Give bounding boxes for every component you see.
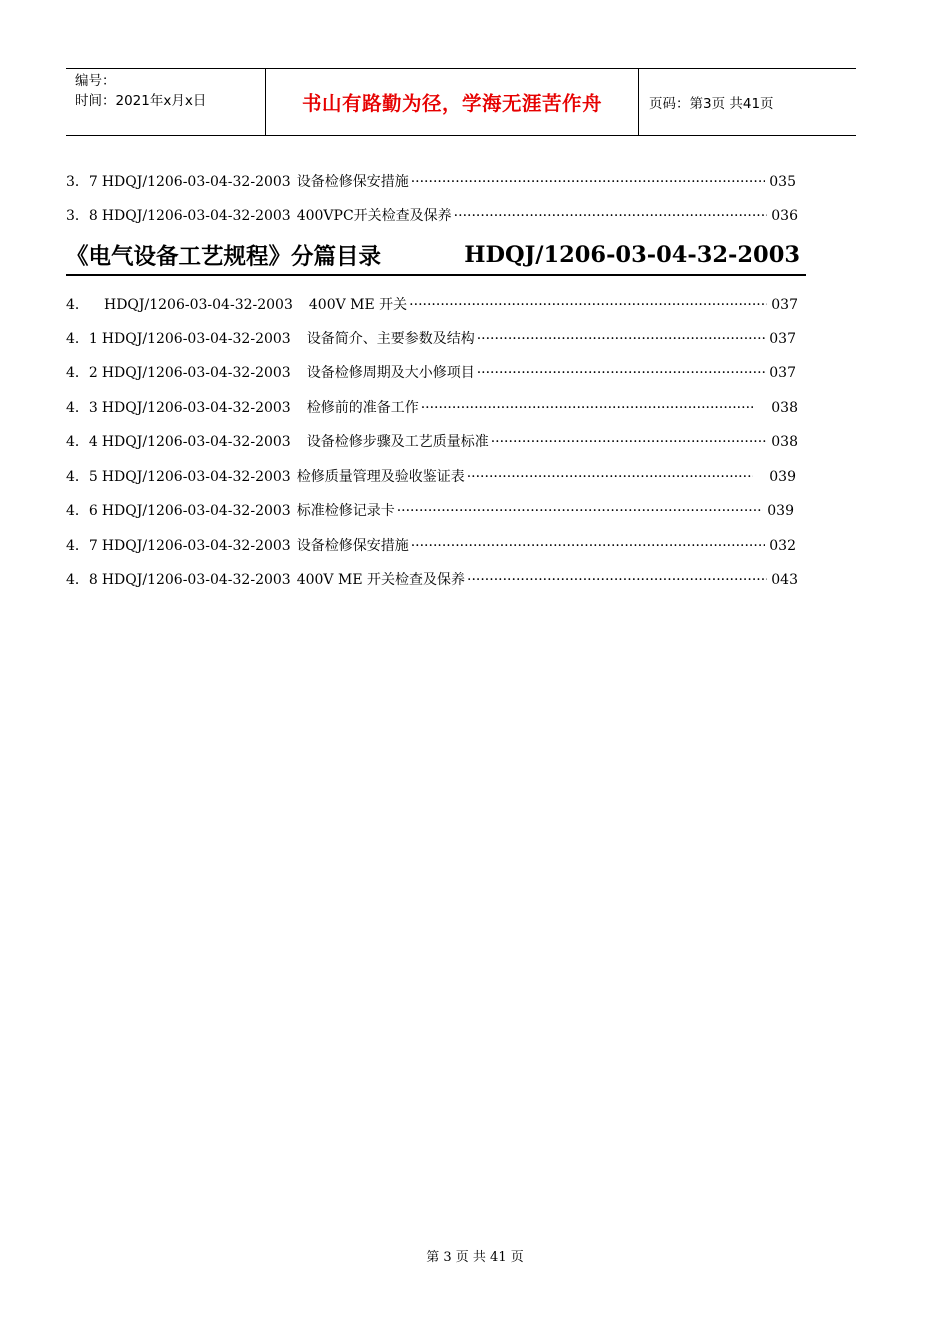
toc-code: HDQJ/1206-03-04-32-2003: [101, 400, 291, 416]
toc-number: 3．8: [66, 208, 98, 224]
toc-number: 4．2: [66, 365, 98, 381]
toc-page: 043: [771, 572, 798, 588]
toc-code: HDQJ/1206-03-04-32-2003: [104, 297, 293, 313]
toc-number: 4．: [66, 297, 89, 313]
toc-entry[interactable]: [66, 295, 806, 315]
header-meta: [66, 69, 266, 135]
toc-number: 4．5: [66, 469, 98, 485]
toc-leader: [454, 206, 768, 226]
section-heading: [66, 236, 806, 276]
toc-entry[interactable]: [66, 467, 806, 487]
toc-code: HDQJ/1206-03-04-32-2003: [101, 331, 291, 347]
toc-entry[interactable]: [66, 172, 806, 192]
time-label: 时间：2021年x月x日: [75, 93, 207, 109]
toc-number: 4．7: [66, 538, 98, 554]
toc-page: 039: [767, 503, 794, 519]
number-label: 编号：: [75, 73, 116, 89]
toc-code: HDQJ/1206-03-04-32-2003: [101, 434, 291, 450]
toc-leader: [477, 329, 766, 349]
toc-entry[interactable]: [66, 536, 806, 556]
toc-entry[interactable]: [66, 501, 806, 521]
toc-entry[interactable]: [66, 363, 806, 383]
toc-code: HDQJ/1206-03-04-32-2003: [101, 365, 291, 381]
toc-leader: [409, 295, 767, 315]
toc-entry[interactable]: [66, 570, 806, 590]
toc-page: 035: [769, 174, 796, 190]
toc-number: 4．8: [66, 572, 98, 588]
toc-number: 3．7: [66, 174, 98, 190]
toc-title: 设备检修保安措施: [296, 538, 409, 554]
toc-entry[interactable]: [66, 206, 806, 226]
toc-page: 037: [771, 297, 798, 313]
toc-leader: [477, 363, 766, 383]
toc-code: HDQJ/1206-03-04-32-2003: [101, 538, 291, 554]
header-motto: 书山有路勤为径，学海无涯苦作舟: [266, 69, 639, 135]
toc-leader: [411, 536, 766, 556]
toc-title: 400VPC开关检查及保养: [296, 208, 452, 224]
toc-title: 标准检修记录卡: [296, 503, 395, 519]
toc-code: HDQJ/1206-03-04-32-2003: [101, 469, 291, 485]
toc-leader: [467, 570, 767, 590]
toc-title: 设备检修步骤及工艺质量标准: [306, 434, 489, 450]
toc-page: 039: [769, 469, 796, 485]
toc-number: 4．1: [66, 331, 98, 347]
toc-entry[interactable]: [66, 329, 806, 349]
document-header: [66, 68, 856, 136]
toc-title: 设备检修保安措施: [296, 174, 409, 190]
toc-code: HDQJ/1206-03-04-32-2003: [101, 572, 291, 588]
toc-title: 检修前的准备工作: [306, 400, 419, 416]
toc-code: HDQJ/1206-03-04-32-2003: [101, 174, 291, 190]
toc-title: 设备检修周期及大小修项目: [306, 365, 475, 381]
toc-page: 037: [769, 365, 796, 381]
toc-code: HDQJ/1206-03-04-32-2003: [101, 208, 291, 224]
section-title: 《电气设备工艺规程》分篇目录: [66, 244, 382, 270]
toc-leader: [491, 432, 768, 452]
section-code: HDQJ/1206-03-04-32-2003: [464, 242, 800, 268]
toc-entry[interactable]: [66, 398, 806, 418]
toc-page: 038: [771, 400, 798, 416]
toc-leader: [421, 398, 754, 418]
page-footer: 第 3 页 共 41 页: [426, 1250, 524, 1265]
toc-page: 038: [771, 434, 798, 450]
toc-leader: [467, 467, 754, 487]
toc-number: 4．4: [66, 434, 98, 450]
toc-page: 032: [769, 538, 796, 554]
toc-page: 036: [771, 208, 798, 224]
toc-number: 4．3: [66, 400, 98, 416]
toc-leader: [411, 172, 766, 192]
header-page-info: 页码：第3页 共41页: [649, 96, 774, 112]
toc-title: 400V ME 开关检查及保养: [296, 572, 465, 588]
toc-entry[interactable]: [66, 432, 806, 452]
toc-title: 400V ME 开关: [308, 297, 408, 313]
toc-code: HDQJ/1206-03-04-32-2003: [101, 503, 291, 519]
toc-number: 4．6: [66, 503, 98, 519]
toc-title: 检修质量管理及验收鉴证表: [296, 469, 465, 485]
toc-title: 设备简介、主要参数及结构: [306, 331, 475, 347]
toc-page: 037: [769, 331, 796, 347]
toc-leader: [397, 501, 764, 521]
